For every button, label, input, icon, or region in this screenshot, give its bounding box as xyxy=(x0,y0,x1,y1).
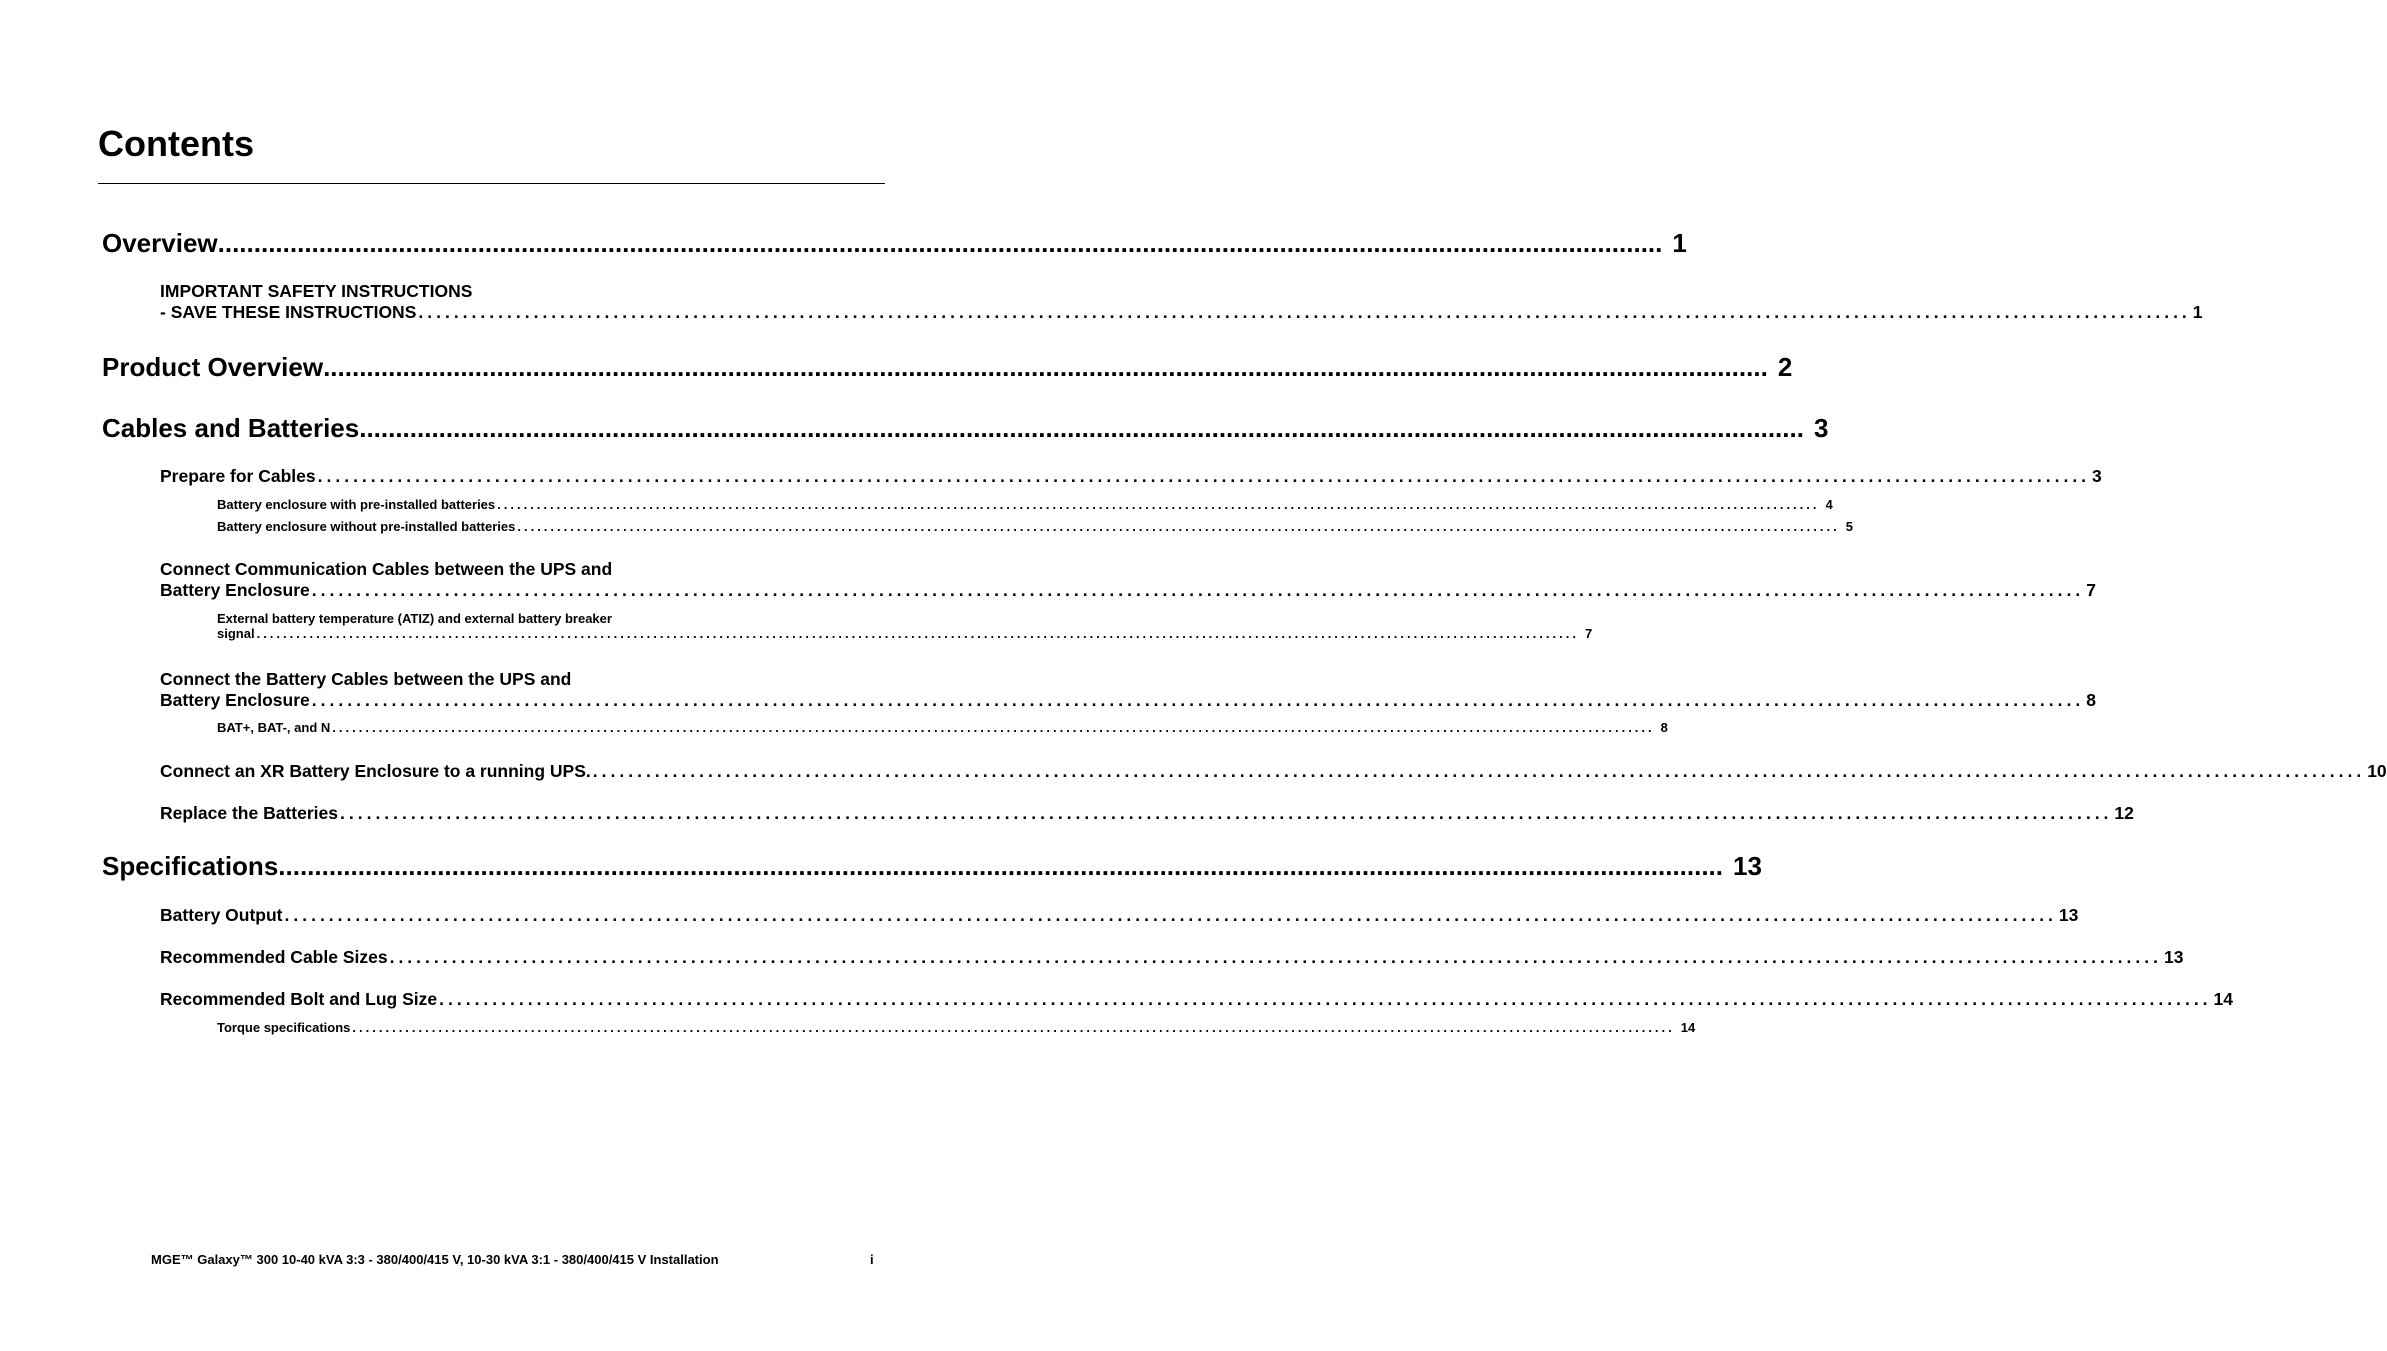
page-title: Contents xyxy=(98,123,254,164)
toc-label: Torque specifications xyxy=(217,1020,351,1035)
toc-entry-cable-sizes[interactable] xyxy=(160,947,2184,968)
toc-label: Prepare for Cables xyxy=(160,466,316,486)
title-divider xyxy=(98,183,885,184)
toc-entry-bat-terms[interactable] xyxy=(217,720,1668,735)
toc-label: Recommended Bolt and Lug Size xyxy=(160,989,438,1009)
toc-page-number: 5 xyxy=(1845,519,1853,534)
toc-label: Cables and Batteries xyxy=(102,413,360,443)
toc-leader: ........................................................................................................................................................................................................ xyxy=(278,851,1724,881)
toc-label: Replace the Batteries xyxy=(160,803,338,823)
toc-page-number: 13 xyxy=(2164,947,2184,967)
toc-entry-comm-cables[interactable] xyxy=(160,559,2096,601)
footer-document-title: MGE™ Galaxy™ 300 10-40 kVA 3:3 - 380/400/415 V, 10-30 kVA 3:1 - 380/400/415 V Installation xyxy=(151,1252,719,1267)
toc-label: External battery temperature (ATIZ) and external battery breaker xyxy=(217,611,612,626)
toc-entry-safety[interactable] xyxy=(160,281,2203,323)
toc-leader: ........................................................................................................................................................................................................ xyxy=(389,947,2162,967)
toc-leader: ........................................................................................................................................................................................................ xyxy=(256,626,1579,641)
toc-leader: ........................................................................................................................................................................................................ xyxy=(340,803,2113,823)
toc-page-number: 8 xyxy=(1660,720,1668,735)
toc-leader: ........................................................................................................................................................................................................ xyxy=(217,228,1663,258)
toc-entry-battery-cables[interactable] xyxy=(160,669,2096,711)
toc-label: Connect the Battery Cables between the UPS and xyxy=(160,669,572,689)
toc-label: - SAVE THESE INSTRUCTIONS xyxy=(160,302,417,322)
toc-label: BAT+, BAT-, and N xyxy=(217,720,331,735)
toc-page-number: 3 xyxy=(1813,413,1829,443)
toc-leader: ........................................................................................................................................................................................................ xyxy=(517,519,1840,534)
toc-label: Battery Enclosure xyxy=(160,690,310,710)
toc-leader: ........................................................................................................................................................................................................ xyxy=(418,302,2191,322)
toc-label: Battery enclosure with pre-installed batteries xyxy=(217,497,496,512)
footer-page-number: i xyxy=(870,1252,874,1267)
toc-leader: ........................................................................................................................................................................................................ xyxy=(592,761,2366,781)
toc-page-number: 13 xyxy=(2058,905,2079,925)
toc-entry-ext-temp[interactable] xyxy=(217,611,1593,641)
toc-entry-specifications[interactable] xyxy=(102,851,1762,882)
toc-page-number: 7 xyxy=(1584,626,1593,641)
toc-entry-bolt-lug[interactable] xyxy=(160,989,2234,1010)
toc-page-number: 14 xyxy=(2213,989,2234,1009)
toc-entry-overview[interactable] xyxy=(102,228,1687,259)
toc-label: signal xyxy=(217,626,255,641)
toc-page-number: 7 xyxy=(2086,580,2096,600)
toc-label: Battery Enclosure xyxy=(160,580,310,600)
toc-leader: ........................................................................................................................................................................................................ xyxy=(323,352,1768,382)
toc-leader: ........................................................................................................................................................................................................ xyxy=(497,497,1820,512)
toc-page-number: 2 xyxy=(1777,352,1793,382)
toc-page-number: 10 xyxy=(2367,761,2387,781)
toc-page-number: 14 xyxy=(1680,1020,1696,1035)
toc-entry-enclosure-without[interactable] xyxy=(217,519,1853,534)
toc-entry-battery-output[interactable] xyxy=(160,905,2079,926)
toc-leader: ........................................................................................................................................................................................................ xyxy=(317,466,2091,486)
toc-page-number: 8 xyxy=(2086,690,2096,710)
toc-leader: ........................................................................................................................................................................................................ xyxy=(332,720,1655,735)
toc-label: Battery Output xyxy=(160,905,283,925)
toc-leader: ........................................................................................................................................................................................................ xyxy=(359,413,1804,443)
toc-leader: ........................................................................................................................................................................................................ xyxy=(284,905,2057,925)
toc-entry-product-overview[interactable] xyxy=(102,352,1793,383)
toc-page-number: 13 xyxy=(1733,851,1762,881)
toc-label: Overview xyxy=(102,228,218,258)
toc-label: Battery enclosure without pre-installed batteries xyxy=(217,519,516,534)
toc-page-number: 1 xyxy=(1672,228,1687,258)
toc-entry-enclosure-with[interactable] xyxy=(217,497,1833,512)
toc-entry-cables-batteries[interactable] xyxy=(102,413,1829,444)
toc-page-number: 4 xyxy=(1825,497,1833,512)
toc-label: Connect an XR Battery Enclosure to a running UPS. xyxy=(160,761,591,781)
toc-entry-torque[interactable] xyxy=(217,1020,1696,1035)
toc-label: IMPORTANT SAFETY INSTRUCTIONS xyxy=(160,281,473,301)
toc-page-number: 3 xyxy=(2092,466,2102,486)
toc-label: Connect Communication Cables between the UPS and xyxy=(160,559,613,579)
toc-leader: ........................................................................................................................................................................................................ xyxy=(352,1020,1675,1035)
toc-label: Product Overview xyxy=(102,352,324,382)
toc-leader: ........................................................................................................................................................................................................ xyxy=(311,580,2085,600)
toc-label: Specifications xyxy=(102,851,279,881)
toc-label: Recommended Cable Sizes xyxy=(160,947,388,967)
toc-entry-prepare-cables[interactable] xyxy=(160,466,2102,487)
toc-page-number: 1 xyxy=(2192,302,2203,322)
toc-leader: ........................................................................................................................................................................................................ xyxy=(311,690,2085,710)
toc-entry-xr-enclosure[interactable] xyxy=(160,761,2387,782)
toc-page-number: 12 xyxy=(2114,803,2134,823)
toc-entry-replace-batteries[interactable] xyxy=(160,803,2134,824)
toc-leader: ........................................................................................................................................................................................................ xyxy=(439,989,2212,1009)
